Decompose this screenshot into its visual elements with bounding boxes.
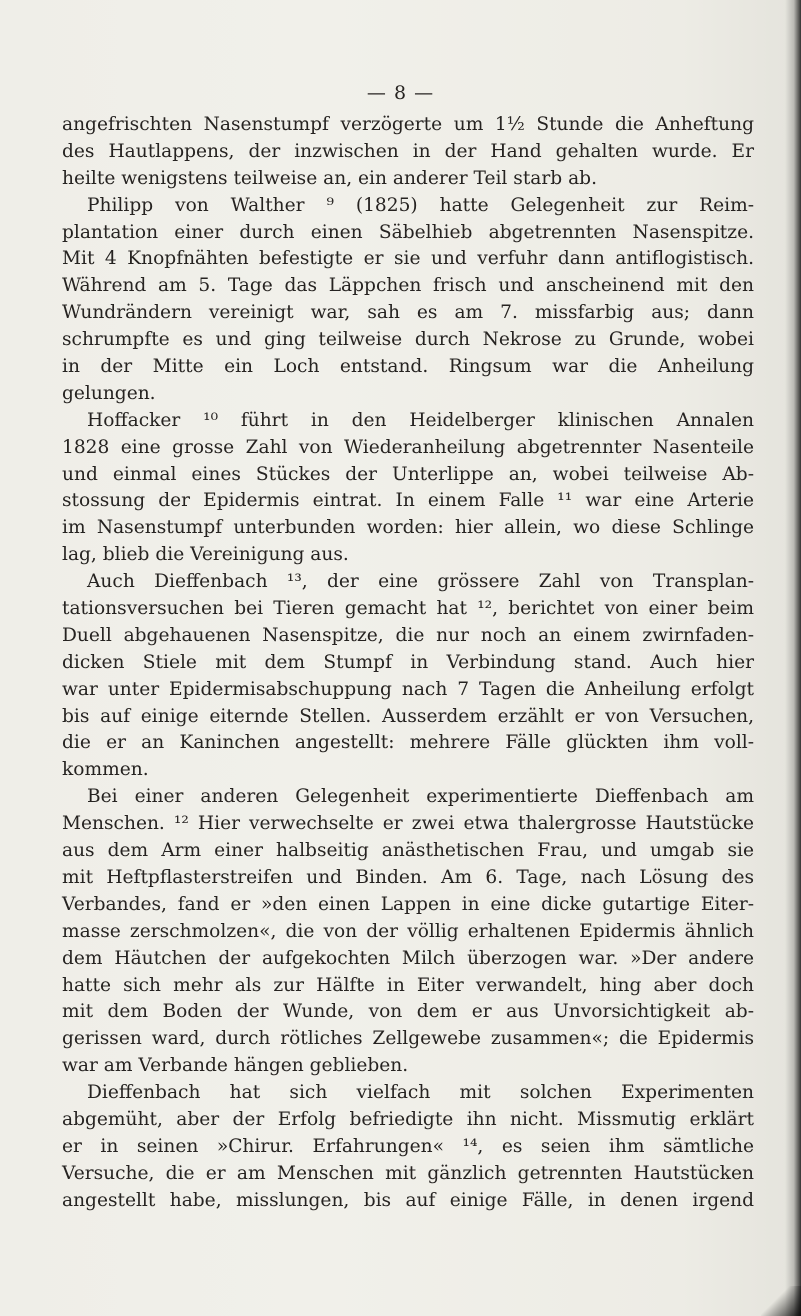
text-line: gelungen. bbox=[62, 382, 156, 404]
text-line: Hoffacker ¹⁰ führt in den Heidelberger klinischen Annalen bbox=[87, 409, 754, 431]
text-line: Auch Dieffenbach ¹³, der eine grössere Zahl von Transplan- bbox=[87, 571, 754, 593]
text-line: 1828 eine grosse Zahl von Wiederanheilung abgetrennter Nasenteile bbox=[62, 436, 754, 458]
text-line: Duell abgehauenen Nasenspitze, die nur noch an einem zwirnfaden- bbox=[62, 624, 754, 646]
page-number: — 8 — bbox=[366, 82, 435, 104]
text-line: kommen. bbox=[62, 759, 149, 781]
text-line: und einmal eines Stückes der Unterlippe an, wobei teilweise Ab- bbox=[62, 463, 754, 485]
page-edge-shadow bbox=[785, 0, 801, 1316]
text-line: Mit 4 Knopfnähten befestigte er sie und verfuhr dann antiflogistisch. bbox=[62, 248, 754, 270]
text-line: Während am 5. Tage das Läppchen frisch und anscheinend mit den bbox=[62, 275, 754, 297]
text-line: im Nasenstumpf unterbunden worden: hier allein, wo diese Schlinge bbox=[62, 517, 754, 539]
text-line: er in seinen »Chirur. Erfahrungen« ¹⁴, es seien ihm sämtliche bbox=[62, 1135, 754, 1157]
text-line: hatte sich mehr als zur Hälfte in Eiter verwandelt, hing aber doch bbox=[62, 974, 754, 996]
text-line: mit dem Boden der Wunde, von dem er aus Unvorsichtigkeit ab- bbox=[62, 1001, 754, 1023]
text-line: in der Mitte ein Loch entstand. Ringsum war die Anheilung bbox=[62, 356, 754, 378]
text-line: lag, blieb die Vereinigung aus. bbox=[62, 544, 349, 566]
text-line: dem Häutchen der aufgekochten Milch überzogen war. »Der andere bbox=[62, 947, 754, 969]
text-line: Wundrändern vereinigt war, sah es am 7. missfarbig aus; dann bbox=[62, 302, 754, 324]
text-line: plantation einer durch einen Säbelhieb abgetrennten Nasenspitze. bbox=[62, 221, 754, 243]
text-line: des Hautlappens, der inzwischen in der Hand gehalten wurde. Er bbox=[62, 140, 754, 162]
text-line: Bei einer anderen Gelegenheit experimentierte Dieffenbach am bbox=[87, 786, 754, 808]
text-line: war unter Epidermisabschuppung nach 7 Tagen die Anheilung erfolgt bbox=[62, 678, 754, 700]
text-line: Versuche, die er am Menschen mit gänzlich getrennten Hautstücken bbox=[62, 1162, 754, 1184]
text-line: dicken Stiele mit dem Stumpf in Verbindung stand. Auch hier bbox=[62, 651, 754, 673]
text-line: angestellt habe, misslungen, bis auf einige Fälle, in denen irgend bbox=[62, 1189, 754, 1211]
text-line: mit Heftpflasterstreifen und Binden. Am 6. Tage, nach Lösung des bbox=[62, 866, 754, 888]
text-line: war am Verbande hängen geblieben. bbox=[62, 1055, 409, 1077]
text-line: angefrischten Nasenstumpf verzögerte um 1½ Stunde die Anheftung bbox=[62, 114, 754, 135]
text-line: gerissen ward, durch rötliches Zellgewebe zusammen«; die Epidermis bbox=[62, 1028, 754, 1050]
text-line: die er an Kaninchen angestellt: mehrere Fälle glückten ihm voll- bbox=[62, 732, 754, 754]
text-line: masse zerschmolzen«, die von der völlig erhaltenen Epidermis ähnlich bbox=[62, 920, 754, 942]
text-line: Philipp von Walther ⁹ (1825) hatte Gelegenheit zur Reim- bbox=[87, 194, 754, 216]
text-line: aus dem Arm einer halbseitig anästhetischen Frau, und umgab sie bbox=[62, 840, 754, 862]
text-line: stossung der Epidermis eintrat. In einem Falle ¹¹ war eine Arterie bbox=[62, 490, 754, 512]
text-line: bis auf einige eiternde Stellen. Ausserdem erzählt er von Versuchen, bbox=[62, 705, 754, 727]
text-line: Dieffenbach hat sich vielfach mit solchen Experimenten bbox=[87, 1082, 754, 1104]
text-line: schrumpfte es und ging teilweise durch Nekrose zu Grunde, wobei bbox=[62, 329, 754, 351]
body-text bbox=[62, 112, 754, 1215]
text-line: heilte wenigstens teilweise an, ein anderer Teil starb ab. bbox=[62, 167, 597, 189]
page-corner-shadow bbox=[761, 1286, 801, 1316]
text-line: tationsversuchen bei Tieren gemacht hat ¹², berichtet von einer beim bbox=[62, 598, 754, 620]
text-line: Menschen. ¹² Hier verwechselte er zwei etwa thalergrosse Hautstücke bbox=[62, 813, 754, 835]
text-line: Verbandes, fand er »den einen Lappen in eine dicke gutartige Eiter- bbox=[62, 893, 754, 915]
text-line: abgemüht, aber der Erfolg befriedigte ihn nicht. Missmutig erklärt bbox=[62, 1108, 754, 1130]
